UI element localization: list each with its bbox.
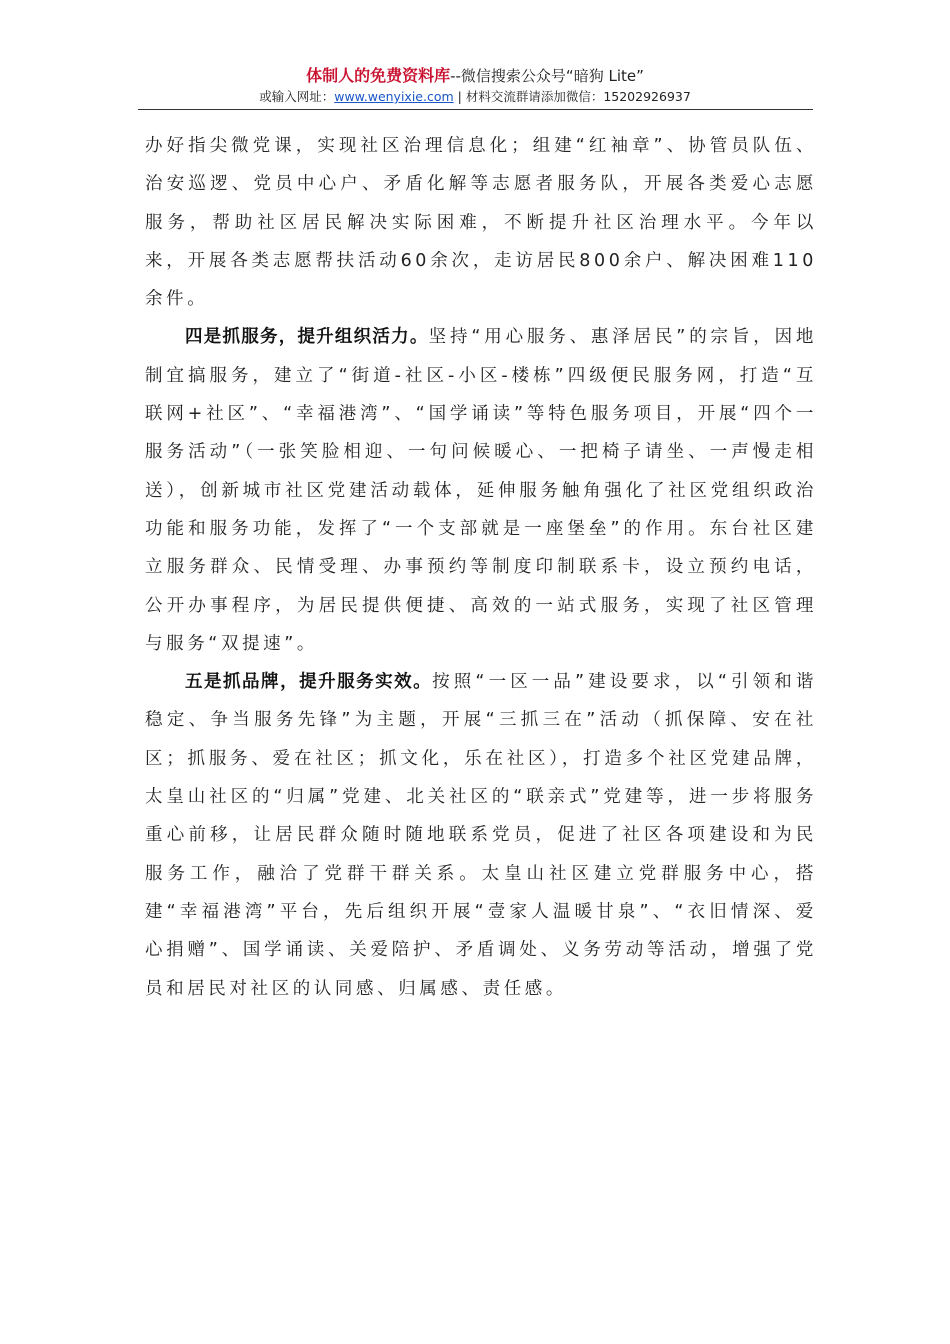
header-divider <box>138 109 813 110</box>
header-tagline: --微信搜索公众号“暗狗 Lite” <box>450 67 644 85</box>
header-contact-line <box>0 88 950 106</box>
website-link[interactable]: www.wenyixie.com <box>334 89 454 104</box>
paragraph-2-heading: 四是抓服务，提升组织活力。 <box>185 327 429 348</box>
document-body <box>145 127 817 1008</box>
page-header <box>0 66 950 106</box>
contact-info: | 材料交流群请添加微信：15202926937 <box>453 89 691 104</box>
url-prefix: 或输入网址： <box>259 89 335 104</box>
paragraph-1: 办好指尖微党课，实现社区治理信息化；组建“红袖章”、协管员队伍、治安巡逻、党员中心户、矛盾化解等志愿者服务队，开展各类爱心志愿服务，帮助社区居民解决实际困难，不断提升社区治理水平。今年以来，开展各类志愿帮扶活动60余次，走访居民800余户、解决困难110余件。 <box>145 136 817 310</box>
brand-title: 体制人的免费资料库 <box>306 66 451 85</box>
paragraph-2-text: 坚持“用心服务、惠泽居民”的宗旨，因地制宜搞服务，建立了“街道-社区-小区-楼栋”四级便民服务网，打造“互联网+社区”、“幸福港湾”、“国学诵读”等特色服务项目，开展“四个一服务活动”（一张笑脸相迎、一句问候暖心、一把椅子请坐、一声慢走相送），创新城市社区党建活动载体，延伸服务触角强化了社区党组织政治功能和服务功能，发挥了“一个支部就是一座堡垒”的作用。东台社区建立服务群众、民情受理、办事预约等制度印制联系卡，设立预约电话，公开办事程序，为居民提供便捷、高效的一站式服务，实现了社区管理与服务“双提速”。 <box>145 327 818 654</box>
paragraph-2 <box>145 318 817 663</box>
paragraph-3-text: 按照“一区一品”建设要求，以“引领和谐稳定、争当服务先锋”为主题，开展“三抓三在”活动（抓保障、安在社区；抓服务、爱在社区；抓文化，乐在社区），打造多个社区党建品牌，太皇山社区的“归属”党建、北关社区的“联亲式”党建等，进一步将服务重心前移，让居民群众随时随地联系党员，促进了社区各项建设和为民服务工作，融洽了党群干群关系。太皇山社区建立党群服务中心，搭建“幸福港湾”平台，先后组织开展“壹家人温暖甘泉”、“衣旧情深、爱心捐赠”、国学诵读、关爱陪护、矛盾调处、义务劳动等活动，增强了党员和居民对社区的认同感、归属感、责任感。 <box>145 672 817 999</box>
paragraph-3 <box>145 663 817 1008</box>
paragraph-3-heading: 五是抓品牌，提升服务实效。 <box>185 672 433 693</box>
header-title-line <box>0 66 950 86</box>
